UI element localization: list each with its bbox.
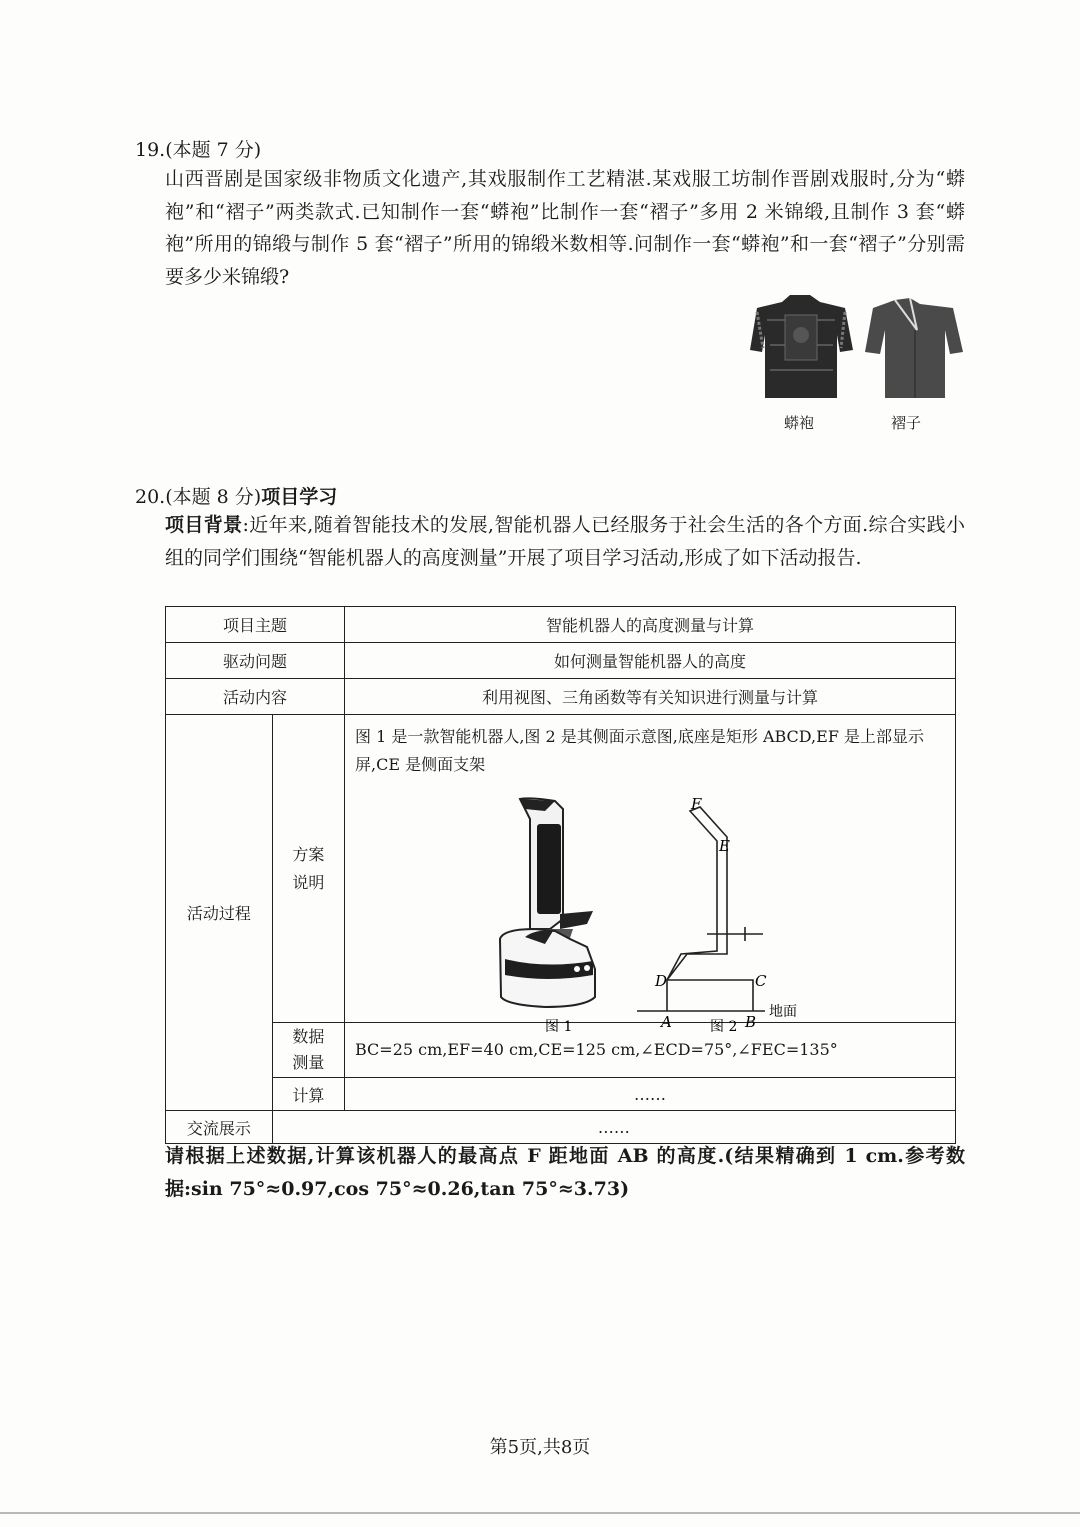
label-B: B [744, 1013, 757, 1031]
plan-text: 图 1 是一款智能机器人,图 2 是其侧面示意图,底座是矩形 ABCD,EF 是上部显示屏,CE 是侧面支架 [354, 727, 925, 774]
q20-question: 请根据上述数据,计算该机器人的最高点 F 距地面 AB 的高度.(结果精确到 1 cm.参考数据:sin 75°≈0.97,cos 75°≈0.26,tan 75°≈3.73) [165, 1145, 965, 1200]
robot-figure-1 [500, 798, 595, 1007]
data-label-2: 测量 [292, 1053, 325, 1072]
topic-label: 项目主题 [166, 607, 345, 643]
fig1-caption: 图 1 [544, 1019, 573, 1035]
zhezi-caption: 褶子 [891, 414, 922, 432]
row-topic [166, 607, 956, 643]
plan-cell [344, 715, 955, 1035]
row-plan [166, 715, 956, 1023]
row-question [166, 643, 956, 679]
support-outline [667, 807, 727, 980]
content-label: 活动内容 [166, 679, 345, 715]
q19-header [135, 135, 261, 162]
bottom-border [0, 1512, 1080, 1514]
data-label [272, 1023, 344, 1078]
label-A: A [660, 1013, 672, 1031]
calc-label: 计算 [272, 1078, 344, 1111]
data-label-1: 数据 [292, 1027, 325, 1046]
data-value: BC=25 cm,EF=40 cm,CE=125 cm,∠ECD=75°,∠FEC=135° [344, 1023, 955, 1078]
label-F: F [690, 795, 702, 813]
activity-report-table [165, 606, 956, 1144]
question-value: 如何测量智能机器人的高度 [344, 643, 955, 679]
plan-label [272, 715, 344, 1023]
row-calc [166, 1078, 956, 1111]
costume-illustrations [745, 290, 975, 440]
q20-title: 项目学习 [261, 486, 338, 508]
mangpao-caption: 蟒袍 [784, 414, 815, 432]
content-value: 利用视图、三角函数等有关知识进行测量与计算 [344, 679, 955, 715]
page-number: 第5页,共8页 [489, 1437, 591, 1458]
q19-score: (本题 7 分) [165, 139, 262, 161]
question-label: 驱动问题 [166, 643, 345, 679]
label-D: D [654, 972, 668, 990]
background-text: :近年来,随着智能技术的发展,智能机器人已经服务于社会生活的各个方面.综合实践小组的同学们围绕“智能机器人的高度测量”开展了项目学习活动,形成了如下活动报告. [165, 514, 965, 569]
label-C: C [754, 972, 767, 990]
process-label: 活动过程 [166, 715, 273, 1111]
q20-score: (本题 8 分) [165, 486, 262, 508]
topic-value: 智能机器人的高度测量与计算 [344, 607, 955, 643]
q20-number: 20. [135, 486, 166, 508]
fig2-caption: 图 2 [709, 1019, 738, 1035]
share-value: …… [272, 1111, 955, 1144]
q19-number: 19. [135, 139, 166, 161]
background-label: 项目背景 [165, 514, 243, 536]
q19-body: 山西晋剧是国家级非物质文化遗产,其戏服制作工艺精湛.某戏服工坊制作晋剧戏服时,分为“蟒袍”和“褶子”两类款式.已知制作一套“蟒袍”比制作一套“褶子”多用 2 米锦缎,且制作 3 套“蟒袍”所用的锦缎与制作 5 套“褶子”所用的锦缎米数相等.问制作一套“蟒袍”和一套“褶子”分别需要多少米锦缎? [165, 168, 965, 288]
base-rectangle [667, 980, 753, 1011]
mangpao-robe-image [750, 295, 853, 398]
label-E: E [718, 837, 730, 855]
calc-value: …… [344, 1078, 955, 1111]
q20-background [165, 509, 965, 574]
share-label: 交流展示 [166, 1111, 273, 1144]
row-content [166, 679, 956, 715]
plan-figures [355, 779, 945, 1035]
plan-label-2: 说明 [292, 872, 325, 892]
plan-label-1: 方案 [292, 844, 325, 864]
row-share [166, 1111, 956, 1144]
zhezi-robe-image [865, 298, 963, 398]
q20-header [135, 482, 337, 509]
label-ground: 地面 [768, 1004, 797, 1020]
